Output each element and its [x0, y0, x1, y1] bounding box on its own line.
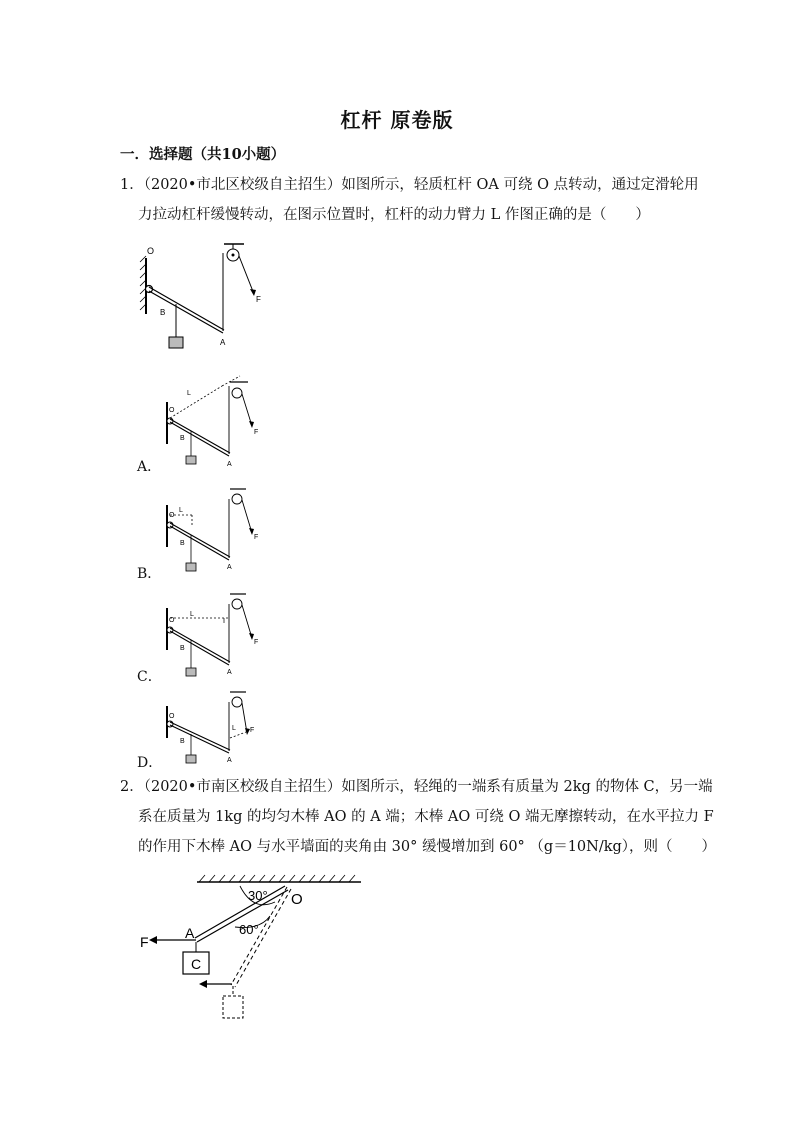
svg-text:A: A	[227, 564, 232, 571]
svg-text:A: A	[227, 757, 232, 764]
question-1-line-1: 1．（2020•市北区校级自主招生）如图所示，轻质杠杆 OA 可绕 O 点转动，通过定滑轮用	[120, 177, 699, 193]
svg-text:L: L	[190, 611, 194, 618]
svg-text:A: A	[227, 669, 232, 676]
svg-text:L: L	[179, 507, 183, 514]
svg-text:F: F	[250, 727, 255, 734]
label-o: O	[291, 891, 303, 908]
question-2-figure	[135, 872, 365, 1024]
svg-text:F: F	[254, 639, 259, 646]
option-b-label: B．	[137, 566, 162, 582]
svg-text:B: B	[180, 540, 185, 547]
pulley-icon	[232, 697, 242, 707]
pulley-icon	[232, 494, 242, 504]
label-angle-60: 60°	[239, 922, 259, 937]
svg-text:B: B	[180, 645, 185, 652]
label-a: A	[185, 925, 195, 941]
option-d-figure	[160, 688, 280, 768]
question-2-line-1: 2．（2020•市南区校级自主招生）如图所示，轻绳的一端系有质量为 2kg 的物体 C，另一端	[120, 779, 713, 795]
svg-text:O: O	[169, 713, 175, 720]
pulley-icon	[232, 599, 242, 609]
svg-text:B: B	[180, 435, 185, 442]
svg-text:O: O	[169, 617, 175, 624]
weight-block	[186, 668, 196, 676]
svg-text:O: O	[169, 512, 175, 519]
option-b-figure	[160, 485, 280, 580]
question-2-line-3: 的作用下木棒 AO 与水平墙面的夹角由 30° 缓慢增加到 60° （g＝10N/kg），则（ ）	[138, 839, 717, 855]
svg-text:L: L	[232, 725, 236, 732]
svg-text:A: A	[227, 461, 232, 468]
option-a-label: A．	[137, 459, 162, 475]
option-c-figure	[160, 590, 280, 685]
weight-block	[186, 563, 196, 571]
ceiling-hatch	[199, 875, 355, 882]
label-o: O	[147, 246, 155, 256]
weight-block	[186, 755, 196, 763]
force-arrow	[239, 256, 254, 294]
svg-text:L: L	[187, 390, 191, 397]
section-heading: 一．选择题（共10小题）	[120, 146, 286, 163]
weight-block	[169, 337, 183, 348]
question-1-line-2: 力拉动杠杆缓慢转动，在图示位置时，杠杆的动力臂力 L 作图正确的是（ ）	[138, 207, 650, 223]
option-c-label: C．	[137, 669, 162, 685]
label-f: F	[256, 295, 261, 304]
question-2-line-2: 系在质量为 1kg 的均匀木棒 AO 的 A 端；木棒 AO 可绕 O 端无摩擦转动，在水平拉力 F	[138, 809, 714, 825]
block-c-dashed	[223, 996, 243, 1018]
label-angle-30: 30°	[248, 888, 268, 903]
question-1	[120, 170, 699, 230]
question-2	[120, 772, 717, 862]
svg-text:B: B	[180, 738, 185, 745]
svg-text:O: O	[169, 407, 175, 414]
arm-line-l	[170, 386, 222, 418]
label-f: F	[140, 934, 149, 950]
label-b: B	[160, 308, 166, 317]
page-title: 杠杆 原卷版	[340, 108, 454, 132]
weight-block	[186, 456, 196, 464]
label-a: A	[220, 338, 226, 347]
label-c: C	[191, 956, 202, 972]
option-a-figure	[160, 360, 280, 470]
svg-text:F: F	[254, 534, 259, 541]
arm-line-l	[230, 732, 246, 738]
pulley-icon	[232, 388, 242, 398]
question-1-figure	[138, 240, 278, 352]
option-d-label: D．	[137, 755, 163, 771]
svg-text:F: F	[254, 429, 259, 436]
